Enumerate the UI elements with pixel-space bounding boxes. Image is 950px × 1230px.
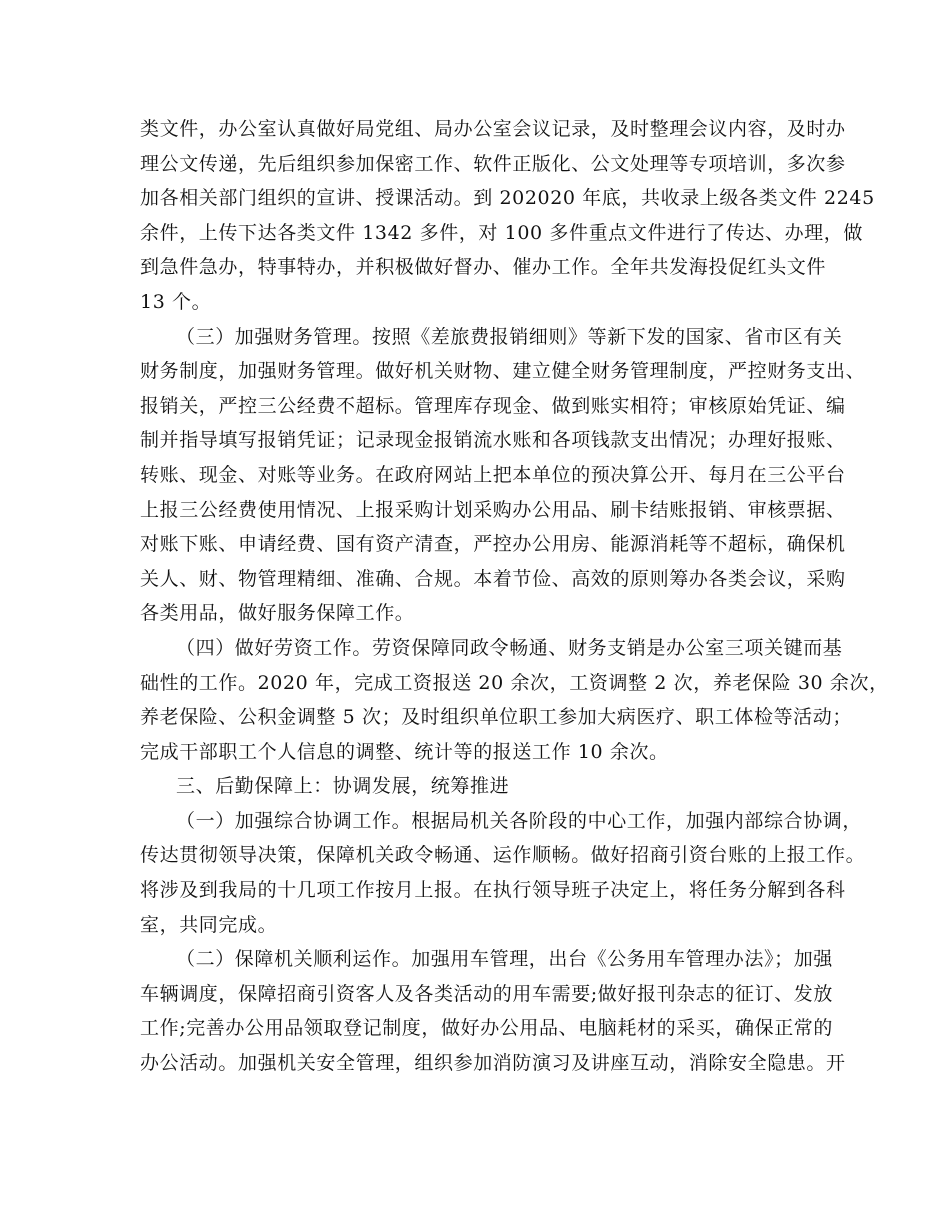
text-line: 对账下账、申请经费、国有资产清查，严控办公用房、能源消耗等不超标，确保机 — [140, 533, 846, 556]
text-line: 上报三公经费使用情况、上报采购计划采购办公用品、刷卡结账报销、审核票据、 — [140, 498, 846, 521]
text-line: 办公活动。加强机关安全管理，组织参加消防演习及讲座互动，消除安全隐患。开 — [140, 1052, 846, 1075]
text-line: 财务制度，加强财务管理。做好机关财物、建立健全财务管理制度，严控财务支出、 — [140, 360, 866, 383]
text-line: 关人、财、物管理精细、准确、合规。本着节俭、高效的原则筹办各类会议，采购 — [140, 567, 846, 590]
text-line: （三）加强财务管理。按照《差旅费报销细则》等新下发的国家、省市区有关 — [176, 325, 843, 348]
text-line: 理公文传递，先后组织参加保密工作、软件正版化、公文处理等专项培训，多次参 — [140, 152, 846, 175]
text-line: 余件，上传下达各类文件 1342 多件，对 100 多件重点文件进行了传达、办理，做 — [140, 221, 863, 244]
text-line: 到急件急办，特事特办，并积极做好督办、催办工作。全年共发海投促红头文件 — [140, 256, 827, 279]
text-line: 报销关，严控三公经费不超标。管理库存现金、做到账实相符；审核原始凭证、编 — [140, 394, 846, 417]
text-line: 制并指导填写报销凭证；记录现金报销流水账和各项钱款支出情况；办理好报账、 — [140, 429, 846, 452]
text-line: 础性的工作。2020 年，完成工资报送 20 余次，工资调整 2 次，养老保险 30 余次， — [140, 671, 889, 694]
text-line: （一）加强综合协调工作。根据局机关各阶段的中心工作，加强内部综合协调， — [176, 809, 863, 832]
text-line: 室，共同完成。 — [140, 913, 278, 936]
text-line: 完成干部职工个人信息的调整、统计等的报送工作 10 余次。 — [140, 740, 669, 763]
text-line: 车辆调度，保障招商引资客人及各类活动的用车需要;做好报刊杂志的征订、发放 — [140, 982, 834, 1005]
text-line: 工作;完善办公用品领取登记制度，做好办公用品、电脑耗材的采买，确保正常的 — [140, 1017, 834, 1040]
text-line: 加各相关部门组织的宣讲、授课活动。到 202020 年底，共收录上级各类文件 2245 — [140, 187, 875, 210]
text-line: 类文件，办公室认真做好局党组、局办公室会议记录，及时整理会议内容，及时办 — [140, 118, 846, 140]
text-line: （四）做好劳资工作。劳资保障同政令畅通、财务支销是办公室三项关键而基 — [176, 636, 843, 659]
text-line: 13 个。 — [140, 290, 212, 313]
text-line: 转账、现金、对账等业务。在政府网站上把本单位的预决算公开、每月在三公平台 — [140, 463, 846, 486]
text-line: （二）保障机关顺利运作。加强用车管理，出台《公务用车管理办法》；加强 — [176, 948, 833, 971]
text-line: 养老保险、公积金调整 5 次；及时组织单位职工参加大病医疗、职工体检等活动； — [140, 706, 852, 729]
text-line: 各类用品，做好服务保障工作。 — [140, 602, 415, 625]
document-body — [140, 112, 889, 1081]
text-line: 传达贯彻领导决策，保障机关政令畅通、运作顺畅。做好招商引资台账的上报工作。 — [140, 844, 866, 867]
text-line: 三、后勤保障上：协调发展，统筹推进 — [176, 775, 510, 798]
text-line: 将涉及到我局的十几项工作按月上报。在执行领导班子决定上，将任务分解到各科 — [140, 879, 846, 902]
